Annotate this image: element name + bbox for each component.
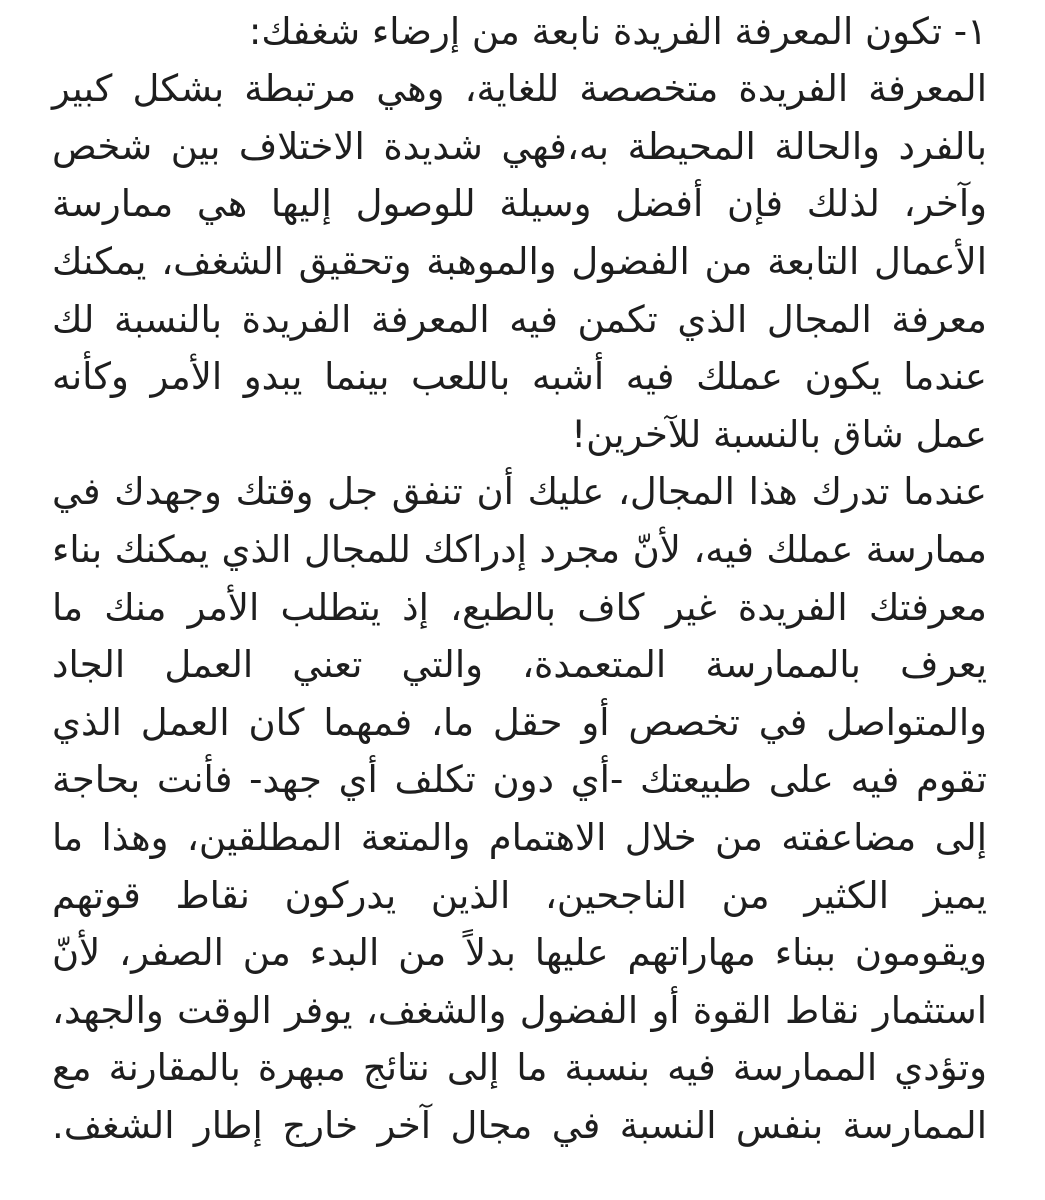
paragraph-line: عندما تدرك هذا المجال، عليك أن تنفق جل وقتك وجهدك في bbox=[52, 470, 987, 513]
paragraph-line: استثمار نقاط القوة أو الفضول والشغف، يوفر الوقت والجهد، bbox=[52, 989, 987, 1032]
paragraph-line: معرفتك الفريدة غير كاف بالطبع، إذ يتطلب الأمر منك ما bbox=[52, 586, 987, 629]
paragraph-line: عمل شاق بالنسبة للآخرين! bbox=[571, 413, 987, 456]
paragraph-line: الأعمال التابعة من الفضول والموهبة وتحقيق الشغف، يمكنك bbox=[52, 240, 987, 283]
paragraph-line: وتؤدي الممارسة فيه بنسبة ما إلى نتائج مبهرة بالمقارنة مع bbox=[52, 1046, 987, 1089]
paragraph-line: والمتواصل في تخصص أو حقل ما، فمهما كان العمل الذي bbox=[52, 701, 987, 744]
paragraph-line: تقوم فيه على طبيعتك -أي دون تكلف أي جهد- فأنت بحاجة bbox=[52, 758, 987, 801]
paragraph-line: وآخر، لذلك فإن أفضل وسيلة للوصول إليها هي ممارسة bbox=[52, 182, 987, 225]
paragraph-line: ممارسة عملك فيه، لأنّ مجرد إدراكك للمجال الذي يمكنك بناء bbox=[52, 528, 987, 571]
heading-line: ١- تكون المعرفة الفريدة نابعة من إرضاء شغفك: bbox=[248, 10, 987, 53]
paragraph-line: المعرفة الفريدة متخصصة للغاية، وهي مرتبطة بشكل كبير bbox=[52, 67, 987, 110]
paragraph-line: الممارسة بنفس النسبة في مجال آخر خارج إطار الشغف. bbox=[52, 1104, 987, 1147]
paragraph-line: يعرف بالممارسة المتعمدة، والتي تعني العمل الجاد bbox=[52, 643, 987, 686]
paragraph-line: يميز الكثير من الناجحين، الذين يدركون نقاط قوتهم bbox=[52, 874, 987, 917]
paragraph-line: معرفة المجال الذي تكمن فيه المعرفة الفريدة بالنسبة لك bbox=[52, 298, 987, 341]
paragraph-line: عندما يكون عملك فيه أشبه باللعب بينما يبدو الأمر وكأنه bbox=[52, 355, 987, 398]
paragraph-line: ويقومون ببناء مهاراتهم عليها بدلاً من البدء من الصفر، لأنّ bbox=[52, 931, 987, 974]
paragraph-line: إلى مضاعفته من خلال الاهتمام والمتعة المطلقين، وهذا ما bbox=[52, 816, 987, 859]
paragraph-line: بالفرد والحالة المحيطة به،فهي شديدة الاختلاف بين شخص bbox=[52, 125, 987, 168]
